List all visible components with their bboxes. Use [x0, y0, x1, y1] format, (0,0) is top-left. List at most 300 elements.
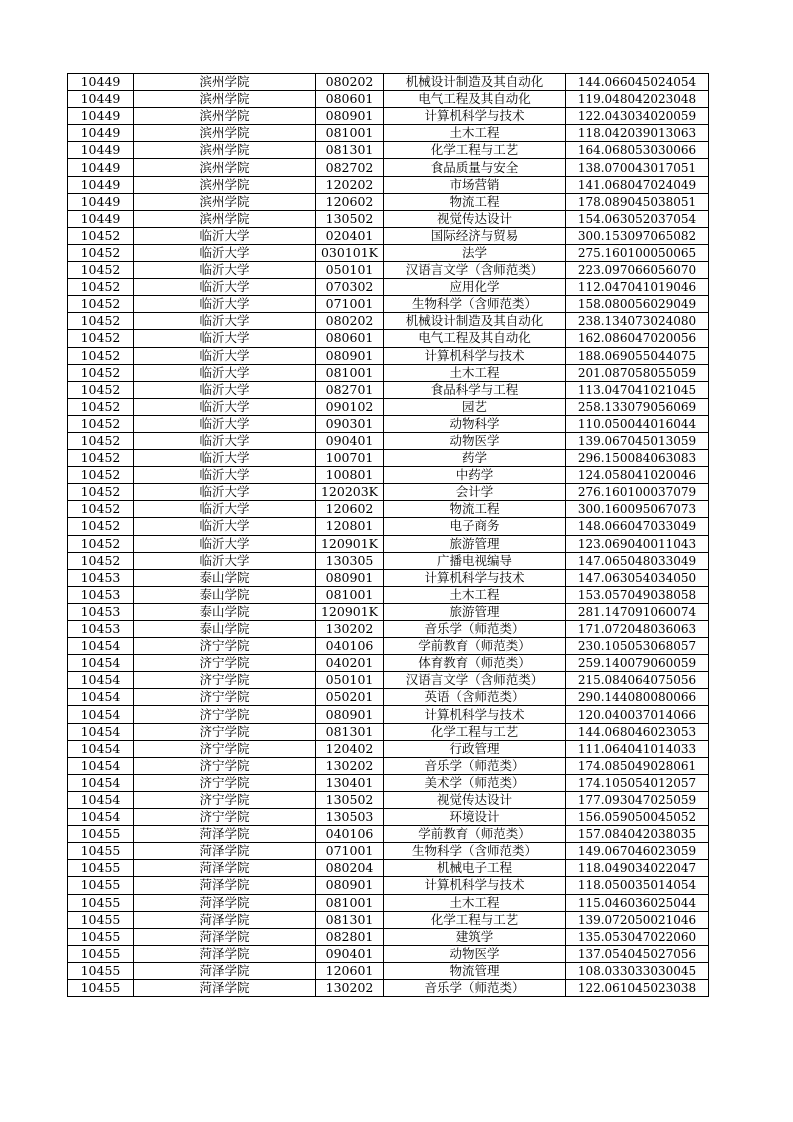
school-code-cell: 10449 — [68, 159, 134, 176]
table-row — [68, 347, 709, 364]
school-name-cell: 济宁学院 — [134, 689, 316, 706]
major-code-cell: 040106 — [316, 826, 384, 843]
school-code-cell: 10455 — [68, 945, 134, 962]
major-name-cell: 动物医学 — [384, 432, 566, 449]
table-row — [68, 313, 709, 330]
score-cell: 124.058041020046 — [566, 467, 709, 484]
table-row — [68, 689, 709, 706]
major-name-cell: 药学 — [384, 450, 566, 467]
school-name-cell: 临沂大学 — [134, 415, 316, 432]
school-code-cell: 10453 — [68, 586, 134, 603]
school-name-cell: 济宁学院 — [134, 655, 316, 672]
major-code-cell: 081001 — [316, 364, 384, 381]
major-code-cell: 040106 — [316, 638, 384, 655]
table-row — [68, 586, 709, 603]
table-row — [68, 621, 709, 638]
major-name-cell: 物流管理 — [384, 962, 566, 979]
score-cell: 156.059050045052 — [566, 809, 709, 826]
table-row — [68, 296, 709, 313]
score-cell: 201.087058055059 — [566, 364, 709, 381]
school-name-cell: 菏泽学院 — [134, 894, 316, 911]
score-cell: 281.147091060074 — [566, 603, 709, 620]
school-code-cell: 10452 — [68, 501, 134, 518]
major-name-cell: 土木工程 — [384, 586, 566, 603]
major-name-cell: 土木工程 — [384, 894, 566, 911]
table-row — [68, 740, 709, 757]
table-row — [68, 176, 709, 193]
score-cell: 174.085049028061 — [566, 757, 709, 774]
score-cell: 154.063052037054 — [566, 210, 709, 227]
school-code-cell: 10449 — [68, 91, 134, 108]
school-name-cell: 临沂大学 — [134, 381, 316, 398]
table-row — [68, 638, 709, 655]
major-name-cell: 旅游管理 — [384, 535, 566, 552]
school-name-cell: 菏泽学院 — [134, 945, 316, 962]
major-name-cell: 土木工程 — [384, 125, 566, 142]
table-row — [68, 432, 709, 449]
major-name-cell: 音乐学（师范类） — [384, 621, 566, 638]
table-row — [68, 655, 709, 672]
school-code-cell: 10455 — [68, 877, 134, 894]
major-code-cell: 050101 — [316, 672, 384, 689]
major-code-cell: 082801 — [316, 928, 384, 945]
major-name-cell: 计算机科学与技术 — [384, 569, 566, 586]
school-code-cell: 10455 — [68, 860, 134, 877]
school-code-cell: 10452 — [68, 296, 134, 313]
score-cell: 135.053047022060 — [566, 928, 709, 945]
school-name-cell: 菏泽学院 — [134, 979, 316, 996]
major-code-cell: 080601 — [316, 91, 384, 108]
score-cell: 122.043034020059 — [566, 108, 709, 125]
school-name-cell: 滨州学院 — [134, 210, 316, 227]
major-name-cell: 园艺 — [384, 398, 566, 415]
major-name-cell: 旅游管理 — [384, 603, 566, 620]
major-name-cell: 化学工程与工艺 — [384, 142, 566, 159]
table-row — [68, 552, 709, 569]
score-cell: 164.068053030066 — [566, 142, 709, 159]
school-code-cell: 10452 — [68, 279, 134, 296]
major-name-cell: 计算机科学与技术 — [384, 108, 566, 125]
school-name-cell: 临沂大学 — [134, 364, 316, 381]
score-cell: 174.105054012057 — [566, 774, 709, 791]
major-name-cell: 会计学 — [384, 484, 566, 501]
table-row — [68, 877, 709, 894]
major-name-cell: 音乐学（师范类） — [384, 757, 566, 774]
major-code-cell: 080901 — [316, 108, 384, 125]
table-row — [68, 706, 709, 723]
table-row — [68, 415, 709, 432]
table-row — [68, 757, 709, 774]
school-name-cell: 济宁学院 — [134, 672, 316, 689]
school-name-cell: 菏泽学院 — [134, 877, 316, 894]
score-cell: 178.089045038051 — [566, 193, 709, 210]
school-name-cell: 临沂大学 — [134, 279, 316, 296]
school-code-cell: 10455 — [68, 928, 134, 945]
school-code-cell: 10452 — [68, 518, 134, 535]
score-cell: 118.042039013063 — [566, 125, 709, 142]
major-code-cell: 120602 — [316, 501, 384, 518]
table-row — [68, 398, 709, 415]
school-name-cell: 临沂大学 — [134, 450, 316, 467]
school-code-cell: 10452 — [68, 364, 134, 381]
score-cell: 230.105053068057 — [566, 638, 709, 655]
major-code-cell: 080204 — [316, 860, 384, 877]
table-row — [68, 210, 709, 227]
school-name-cell: 滨州学院 — [134, 125, 316, 142]
school-code-cell: 10455 — [68, 962, 134, 979]
major-code-cell: 130502 — [316, 791, 384, 808]
table-row — [68, 774, 709, 791]
score-cell: 137.054045027056 — [566, 945, 709, 962]
school-code-cell: 10454 — [68, 706, 134, 723]
major-name-cell: 法学 — [384, 244, 566, 261]
school-code-cell: 10449 — [68, 176, 134, 193]
score-cell: 110.050044016044 — [566, 415, 709, 432]
table-row — [68, 723, 709, 740]
school-name-cell: 临沂大学 — [134, 467, 316, 484]
major-code-cell: 120901K — [316, 603, 384, 620]
school-code-cell: 10452 — [68, 398, 134, 415]
table-row — [68, 330, 709, 347]
major-name-cell: 学前教育（师范类） — [384, 826, 566, 843]
score-cell: 141.068047024049 — [566, 176, 709, 193]
school-name-cell: 菏泽学院 — [134, 843, 316, 860]
school-name-cell: 滨州学院 — [134, 176, 316, 193]
school-code-cell: 10452 — [68, 450, 134, 467]
score-cell: 296.150084063083 — [566, 450, 709, 467]
major-code-cell: 090401 — [316, 432, 384, 449]
school-name-cell: 临沂大学 — [134, 227, 316, 244]
table-row — [68, 569, 709, 586]
major-code-cell: 090301 — [316, 415, 384, 432]
school-code-cell: 10453 — [68, 569, 134, 586]
major-name-cell: 中药学 — [384, 467, 566, 484]
major-name-cell: 生物科学（含师范类） — [384, 843, 566, 860]
school-code-cell: 10452 — [68, 552, 134, 569]
major-name-cell: 食品质量与安全 — [384, 159, 566, 176]
score-cell: 147.063054034050 — [566, 569, 709, 586]
major-name-cell: 英语（含师范类） — [384, 689, 566, 706]
table-row — [68, 279, 709, 296]
table-row — [68, 91, 709, 108]
major-code-cell: 100801 — [316, 467, 384, 484]
table-row — [68, 843, 709, 860]
score-cell: 290.144080080066 — [566, 689, 709, 706]
table-row — [68, 484, 709, 501]
school-name-cell: 临沂大学 — [134, 313, 316, 330]
school-code-cell: 10452 — [68, 535, 134, 552]
school-code-cell: 10455 — [68, 894, 134, 911]
school-name-cell: 临沂大学 — [134, 552, 316, 569]
major-code-cell: 130202 — [316, 979, 384, 996]
major-code-cell: 040201 — [316, 655, 384, 672]
school-name-cell: 临沂大学 — [134, 518, 316, 535]
school-code-cell: 10452 — [68, 227, 134, 244]
school-code-cell: 10455 — [68, 826, 134, 843]
major-code-cell: 020401 — [316, 227, 384, 244]
major-code-cell: 080901 — [316, 347, 384, 364]
score-cell: 258.133079056069 — [566, 398, 709, 415]
major-name-cell: 市场营销 — [384, 176, 566, 193]
major-name-cell: 行政管理 — [384, 740, 566, 757]
school-name-cell: 滨州学院 — [134, 74, 316, 91]
school-code-cell: 10449 — [68, 108, 134, 125]
school-name-cell: 泰山学院 — [134, 569, 316, 586]
score-cell: 115.046036025044 — [566, 894, 709, 911]
table-row — [68, 928, 709, 945]
score-cell: 275.160100050065 — [566, 244, 709, 261]
score-cell: 139.067045013059 — [566, 432, 709, 449]
school-code-cell: 10449 — [68, 193, 134, 210]
major-code-cell: 082701 — [316, 381, 384, 398]
score-cell: 111.064041014033 — [566, 740, 709, 757]
score-cell: 215.084064075056 — [566, 672, 709, 689]
school-code-cell: 10452 — [68, 330, 134, 347]
school-name-cell: 临沂大学 — [134, 432, 316, 449]
score-cell: 144.068046023053 — [566, 723, 709, 740]
school-code-cell: 10454 — [68, 757, 134, 774]
school-code-cell: 10454 — [68, 791, 134, 808]
school-name-cell: 菏泽学院 — [134, 928, 316, 945]
table-row — [68, 894, 709, 911]
table-row — [68, 364, 709, 381]
major-code-cell: 080901 — [316, 569, 384, 586]
score-cell: 171.072048036063 — [566, 621, 709, 638]
table-row — [68, 791, 709, 808]
score-cell: 177.093047025059 — [566, 791, 709, 808]
major-code-cell: 130502 — [316, 210, 384, 227]
major-name-cell: 机械电子工程 — [384, 860, 566, 877]
major-code-cell: 030101K — [316, 244, 384, 261]
school-name-cell: 泰山学院 — [134, 586, 316, 603]
table-row — [68, 826, 709, 843]
school-code-cell: 10452 — [68, 262, 134, 279]
school-code-cell: 10452 — [68, 432, 134, 449]
major-code-cell: 130305 — [316, 552, 384, 569]
score-cell: 118.049034022047 — [566, 860, 709, 877]
school-code-cell: 10449 — [68, 142, 134, 159]
score-cell: 118.050035014054 — [566, 877, 709, 894]
score-cell: 122.061045023038 — [566, 979, 709, 996]
major-name-cell: 计算机科学与技术 — [384, 877, 566, 894]
major-code-cell: 080601 — [316, 330, 384, 347]
major-name-cell: 学前教育（师范类） — [384, 638, 566, 655]
school-code-cell: 10454 — [68, 638, 134, 655]
major-code-cell: 120801 — [316, 518, 384, 535]
school-name-cell: 菏泽学院 — [134, 962, 316, 979]
major-name-cell: 广播电视编导 — [384, 552, 566, 569]
school-name-cell: 临沂大学 — [134, 296, 316, 313]
school-name-cell: 泰山学院 — [134, 621, 316, 638]
school-code-cell: 10454 — [68, 655, 134, 672]
major-name-cell: 计算机科学与技术 — [384, 347, 566, 364]
major-code-cell: 090102 — [316, 398, 384, 415]
school-name-cell: 临沂大学 — [134, 484, 316, 501]
major-name-cell: 化学工程与工艺 — [384, 723, 566, 740]
school-code-cell: 10453 — [68, 621, 134, 638]
major-code-cell: 130202 — [316, 621, 384, 638]
school-name-cell: 临沂大学 — [134, 347, 316, 364]
major-name-cell: 动物医学 — [384, 945, 566, 962]
table-row — [68, 159, 709, 176]
major-name-cell: 环境设计 — [384, 809, 566, 826]
major-code-cell: 082702 — [316, 159, 384, 176]
school-code-cell: 10452 — [68, 347, 134, 364]
table-row — [68, 450, 709, 467]
school-name-cell: 临沂大学 — [134, 398, 316, 415]
school-name-cell: 济宁学院 — [134, 757, 316, 774]
major-code-cell: 071001 — [316, 843, 384, 860]
major-code-cell: 130401 — [316, 774, 384, 791]
major-code-cell: 080901 — [316, 706, 384, 723]
table-row — [68, 501, 709, 518]
table-row — [68, 193, 709, 210]
school-name-cell: 菏泽学院 — [134, 826, 316, 843]
table-row — [68, 672, 709, 689]
score-table — [67, 73, 709, 997]
major-code-cell: 120601 — [316, 962, 384, 979]
school-code-cell: 10454 — [68, 740, 134, 757]
school-code-cell: 10455 — [68, 843, 134, 860]
major-code-cell: 120202 — [316, 176, 384, 193]
score-cell: 149.067046023059 — [566, 843, 709, 860]
score-cell: 123.069040011043 — [566, 535, 709, 552]
table-row — [68, 962, 709, 979]
school-name-cell: 临沂大学 — [134, 501, 316, 518]
school-name-cell: 济宁学院 — [134, 740, 316, 757]
school-code-cell: 10452 — [68, 484, 134, 501]
table-row — [68, 108, 709, 125]
school-code-cell: 10455 — [68, 911, 134, 928]
major-name-cell: 美术学（师范类） — [384, 774, 566, 791]
major-code-cell: 081301 — [316, 911, 384, 928]
school-code-cell: 10454 — [68, 723, 134, 740]
table-row — [68, 74, 709, 91]
school-code-cell: 10449 — [68, 74, 134, 91]
school-code-cell: 10454 — [68, 774, 134, 791]
table-row — [68, 979, 709, 996]
major-code-cell: 080901 — [316, 877, 384, 894]
school-name-cell: 济宁学院 — [134, 706, 316, 723]
major-code-cell: 120203K — [316, 484, 384, 501]
school-code-cell: 10452 — [68, 244, 134, 261]
score-cell: 147.065048033049 — [566, 552, 709, 569]
major-name-cell: 音乐学（师范类） — [384, 979, 566, 996]
major-code-cell: 070302 — [316, 279, 384, 296]
school-name-cell: 菏泽学院 — [134, 860, 316, 877]
table-row — [68, 860, 709, 877]
major-code-cell: 081301 — [316, 142, 384, 159]
school-name-cell: 滨州学院 — [134, 142, 316, 159]
school-name-cell: 泰山学院 — [134, 603, 316, 620]
major-code-cell: 050201 — [316, 689, 384, 706]
major-name-cell: 计算机科学与技术 — [384, 706, 566, 723]
major-name-cell: 化学工程与工艺 — [384, 911, 566, 928]
major-name-cell: 土木工程 — [384, 364, 566, 381]
score-cell: 112.047041019046 — [566, 279, 709, 296]
major-code-cell: 100701 — [316, 450, 384, 467]
score-cell: 188.069055044075 — [566, 347, 709, 364]
score-cell: 259.140079060059 — [566, 655, 709, 672]
major-name-cell: 应用化学 — [384, 279, 566, 296]
score-cell: 162.086047020056 — [566, 330, 709, 347]
school-code-cell: 10454 — [68, 809, 134, 826]
school-name-cell: 滨州学院 — [134, 159, 316, 176]
table-row — [68, 125, 709, 142]
score-cell: 108.033033030045 — [566, 962, 709, 979]
school-name-cell: 滨州学院 — [134, 91, 316, 108]
school-name-cell: 临沂大学 — [134, 535, 316, 552]
major-code-cell: 120602 — [316, 193, 384, 210]
school-name-cell: 济宁学院 — [134, 723, 316, 740]
school-code-cell: 10452 — [68, 415, 134, 432]
score-cell: 158.080056029049 — [566, 296, 709, 313]
major-code-cell: 080202 — [316, 74, 384, 91]
school-name-cell: 临沂大学 — [134, 244, 316, 261]
score-cell: 153.057049038058 — [566, 586, 709, 603]
major-name-cell: 建筑学 — [384, 928, 566, 945]
major-name-cell: 视觉传达设计 — [384, 791, 566, 808]
school-name-cell: 滨州学院 — [134, 193, 316, 210]
school-name-cell: 济宁学院 — [134, 774, 316, 791]
school-code-cell: 10452 — [68, 467, 134, 484]
table-row — [68, 467, 709, 484]
major-code-cell: 081001 — [316, 125, 384, 142]
major-code-cell: 081001 — [316, 586, 384, 603]
major-code-cell: 120402 — [316, 740, 384, 757]
score-cell: 276.160100037079 — [566, 484, 709, 501]
table-row — [68, 227, 709, 244]
score-cell: 300.160095067073 — [566, 501, 709, 518]
major-name-cell: 电子商务 — [384, 518, 566, 535]
table-row — [68, 142, 709, 159]
table-row — [68, 535, 709, 552]
major-code-cell: 130202 — [316, 757, 384, 774]
major-code-cell: 120901K — [316, 535, 384, 552]
school-code-cell: 10453 — [68, 603, 134, 620]
score-cell: 238.134073024080 — [566, 313, 709, 330]
school-code-cell: 10452 — [68, 313, 134, 330]
major-name-cell: 电气工程及其自动化 — [384, 330, 566, 347]
major-name-cell: 汉语言文学（含师范类） — [384, 262, 566, 279]
school-name-cell: 菏泽学院 — [134, 911, 316, 928]
score-cell: 113.047041021045 — [566, 381, 709, 398]
school-code-cell: 10454 — [68, 672, 134, 689]
score-cell: 157.084042038035 — [566, 826, 709, 843]
table-row — [68, 911, 709, 928]
major-name-cell: 国际经济与贸易 — [384, 227, 566, 244]
major-name-cell: 体育教育（师范类） — [384, 655, 566, 672]
table-row — [68, 262, 709, 279]
school-code-cell: 10452 — [68, 381, 134, 398]
major-name-cell: 汉语言文学（含师范类） — [384, 672, 566, 689]
score-cell: 139.072050021046 — [566, 911, 709, 928]
major-code-cell: 050101 — [316, 262, 384, 279]
table-row — [68, 518, 709, 535]
major-name-cell: 机械设计制造及其自动化 — [384, 313, 566, 330]
school-code-cell: 10454 — [68, 689, 134, 706]
table-row — [68, 603, 709, 620]
table-row — [68, 945, 709, 962]
score-cell: 119.048042023048 — [566, 91, 709, 108]
score-cell: 138.070043017051 — [566, 159, 709, 176]
major-name-cell: 物流工程 — [384, 193, 566, 210]
major-name-cell: 物流工程 — [384, 501, 566, 518]
school-name-cell: 临沂大学 — [134, 330, 316, 347]
major-name-cell: 生物科学（含师范类） — [384, 296, 566, 313]
major-code-cell: 081001 — [316, 894, 384, 911]
school-code-cell: 10449 — [68, 125, 134, 142]
